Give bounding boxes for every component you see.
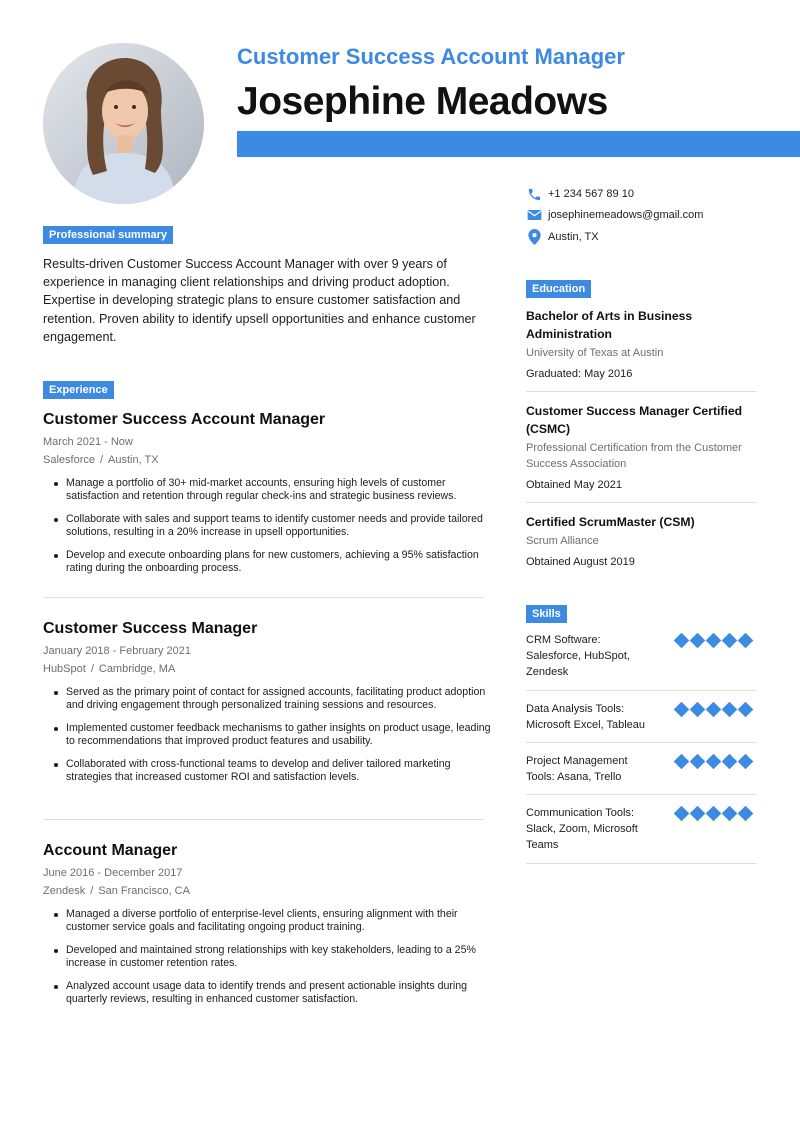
- job-separator: /: [90, 663, 94, 675]
- contact-location: [526, 229, 599, 245]
- contact-phone[interactable]: [526, 186, 634, 202]
- experience-item: [43, 619, 498, 794]
- skills-heading: Skills: [526, 605, 567, 623]
- job-company-line: [43, 453, 498, 467]
- skill-rating-diamond-icon: [706, 633, 722, 649]
- job-separator: /: [90, 885, 94, 897]
- profile-photo: [43, 43, 204, 204]
- experience-divider: [43, 597, 483, 598]
- header-accent-bar: [237, 131, 800, 157]
- skill-rating-diamond-icon: [674, 633, 690, 649]
- education-heading: Education: [526, 280, 591, 298]
- header-name: Josephine Meadows: [237, 80, 608, 123]
- skill-rating-diamond-icon: [722, 633, 738, 649]
- skill-name: Project Management Tools: Asana, Trello: [526, 755, 628, 783]
- skill-rating: [675, 703, 752, 716]
- job-bullet: Analyzed account usage data to identify trends and present actionable insights during quarterly reviews, resulting in enhanced customer satisfaction.: [43, 980, 498, 1006]
- job-company: Zendesk: [43, 885, 86, 897]
- skill-rating-diamond-icon: [738, 754, 754, 770]
- skills-divider: [526, 690, 757, 691]
- skill-rating-diamond-icon: [738, 702, 754, 718]
- summary-text: Results-driven Customer Success Account Manager with over 9 years of experience in managing client relationships and driving product adoption. Expertise in developing strategic plans to ensure customer satisfaction and retention. Proven ability to identify upsell opportunities and enhance customer engagement.: [43, 257, 476, 344]
- job-bullets: [43, 908, 498, 1006]
- skill-name: Communication Tools: Slack, Zoom, Microsoft Teams: [526, 807, 638, 851]
- job-company: Salesforce: [43, 454, 95, 466]
- skill-rating-diamond-icon: [738, 806, 754, 822]
- job-dates: June 2016 - December 2017: [43, 867, 183, 879]
- skill-rating-diamond-icon: [706, 754, 722, 770]
- email-icon: [526, 207, 542, 223]
- skill-rating-diamond-icon: [722, 754, 738, 770]
- experience-divider: [43, 819, 483, 820]
- experience-item: [43, 841, 498, 1016]
- education-institution: University of Texas at Austin: [526, 347, 664, 359]
- job-bullet: Develop and execute onboarding plans for new customers, achieving a 95% satisfaction rating during the onboarding process.: [43, 549, 498, 575]
- job-location: Austin, TX: [108, 454, 159, 466]
- skill-rating-diamond-icon: [706, 702, 722, 718]
- education-institution: Scrum Alliance: [526, 535, 599, 547]
- skill-rating-diamond-icon: [722, 702, 738, 718]
- skill-name: CRM Software: Salesforce, HubSpot, Zendesk: [526, 634, 630, 678]
- job-role: Customer Success Manager: [43, 620, 258, 637]
- skill-rating: [675, 807, 752, 820]
- skill-rating-diamond-icon: [690, 806, 706, 822]
- job-separator: /: [99, 454, 104, 466]
- experience-heading: Experience: [43, 381, 114, 399]
- job-bullet: Managed a diverse portfolio of enterprise-level clients, ensuring alignment with their customer service goals and facilitating ongoing product training.: [43, 908, 498, 934]
- skills-divider: [526, 742, 757, 743]
- education-institution: Professional Certification from the Customer Success Association: [526, 442, 742, 470]
- phone-icon: [526, 186, 542, 202]
- education-item: [526, 402, 757, 492]
- job-bullets: [43, 477, 498, 575]
- job-location: Cambridge, MA: [98, 663, 176, 675]
- education-title: Bachelor of Arts in Business Administration: [526, 309, 693, 341]
- education-date: Obtained August 2019: [526, 556, 635, 568]
- job-bullet: Developed and maintained strong relationships with key stakeholders, leading to a 25% increase in customer retention rates.: [43, 944, 498, 970]
- job-bullet: Implemented customer feedback mechanisms to gather insights on product usage, leading to recommendations that improved product features and usability.: [43, 722, 498, 748]
- contact-phone-text: +1 234 567 89 10: [548, 188, 634, 200]
- job-company-line: [43, 662, 498, 676]
- job-bullet: Served as the primary point of contact for assigned accounts, facilitating product adoption and driving engagement through personalized training sessions and resources.: [43, 686, 498, 712]
- job-role: Account Manager: [43, 842, 178, 859]
- job-location: San Francisco, CA: [98, 885, 190, 897]
- job-company: HubSpot: [43, 663, 86, 675]
- job-dates: March 2021 - Now: [43, 436, 133, 448]
- education-item: [526, 307, 757, 381]
- education-date: Graduated: May 2016: [526, 368, 633, 380]
- skill-rating-diamond-icon: [706, 806, 722, 822]
- job-bullet: Collaborate with sales and support teams to identify customer needs and provide tailored solutions, resulting in a 20% increase in upsell opportunities.: [43, 513, 498, 539]
- skill-rating-diamond-icon: [674, 806, 690, 822]
- skill-rating-diamond-icon: [690, 633, 706, 649]
- job-bullet: Manage a portfolio of 30+ mid-market accounts, ensuring high levels of customer satisfaction and retention through regular check-ins and strategic business reviews.: [43, 477, 498, 503]
- skill-rating-diamond-icon: [674, 702, 690, 718]
- education-item: [526, 513, 757, 569]
- contact-location-text: Austin, TX: [548, 231, 599, 243]
- location-pin-icon: [526, 229, 542, 245]
- education-divider: [526, 502, 757, 503]
- skill-rating: [675, 755, 752, 768]
- education-divider: [526, 391, 757, 392]
- job-dates: January 2018 - February 2021: [43, 645, 191, 657]
- job-bullet: Collaborated with cross-functional teams to develop and deliver tailored marketing strategies that increased customer ROI and satisfaction levels.: [43, 758, 498, 784]
- job-bullets: [43, 686, 498, 784]
- job-role: Customer Success Account Manager: [43, 411, 326, 428]
- contact-email[interactable]: [526, 207, 703, 223]
- job-company-line: [43, 884, 498, 898]
- skill-rating-diamond-icon: [674, 754, 690, 770]
- skills-divider: [526, 794, 757, 795]
- contact-email-text: josephinemeadows@gmail.com: [548, 209, 704, 221]
- education-date: Obtained May 2021: [526, 479, 623, 491]
- skill-rating-diamond-icon: [690, 702, 706, 718]
- education-title: Certified ScrumMaster (CSM): [526, 515, 695, 529]
- skill-rating-diamond-icon: [722, 806, 738, 822]
- experience-item: [43, 410, 498, 585]
- education-title: Customer Success Manager Certified (CSMC): [526, 404, 743, 436]
- skills-divider: [526, 863, 757, 864]
- header-job-title: Customer Success Account Manager: [237, 44, 625, 69]
- skill-name: Data Analysis Tools: Microsoft Excel, Tableau: [526, 703, 646, 731]
- skill-rating: [675, 634, 752, 647]
- summary-heading: Professional summary: [43, 226, 173, 244]
- skill-rating-diamond-icon: [690, 754, 706, 770]
- skill-rating-diamond-icon: [738, 633, 754, 649]
